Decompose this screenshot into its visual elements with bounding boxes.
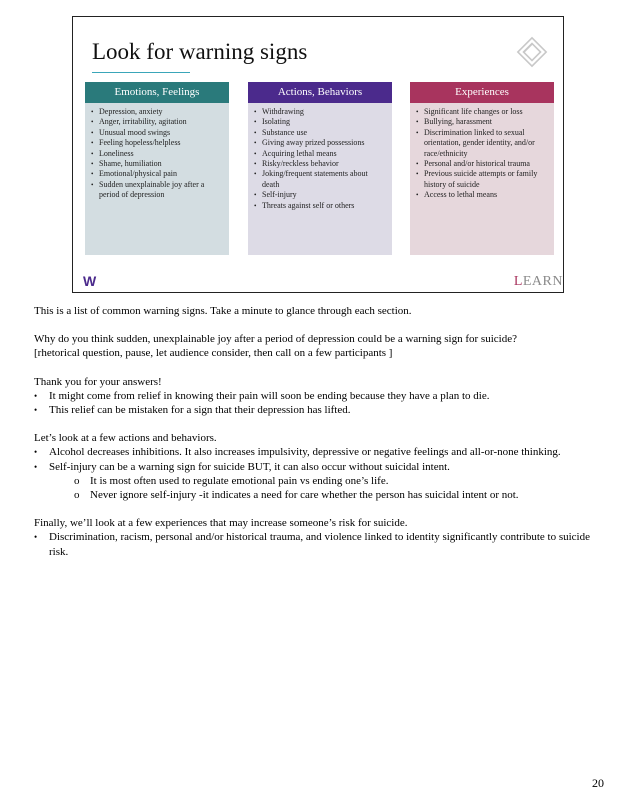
list-item: • Depression, anxiety [91, 107, 223, 117]
column-body [248, 103, 392, 255]
title-underline [92, 72, 190, 73]
learn-logo-initial: L [513, 274, 523, 289]
list-item: • Giving away prized possessions [254, 138, 386, 148]
list-item: • Anger, irritability, agitation [91, 117, 223, 127]
uw-logo: W [83, 273, 97, 289]
list-item: • Isolating [254, 117, 386, 127]
list-item: • Risky/reckless behavior [254, 159, 386, 169]
column-body [410, 103, 554, 255]
notes-paragraph: This is a list of common warning signs. Take a minute to glance through each section. [34, 305, 412, 317]
list-item: • Discrimination linked to sexual orientation, gender identity, and/or race/ethnicity [416, 128, 548, 159]
list-item: • Previous suicide attempts or family history of suicide [416, 169, 548, 190]
list-item: • Emotional/physical pain [91, 169, 223, 179]
learn-logo [514, 274, 563, 290]
column-heading: Experiences [410, 82, 554, 103]
list-item: • Joking/frequent statements about death [254, 169, 386, 190]
list-item: • Significant life changes or loss [416, 107, 548, 117]
list-item: • Sudden unexplainable joy after a period of depression [91, 180, 223, 201]
list-item: • Acquiring lethal means [254, 149, 386, 159]
notes-paragraph: Let’s look at a few actions and behaviors. [34, 432, 217, 445]
slide-title: Look for warning signs [92, 39, 308, 64]
notes-paragraph: Finally, we’ll look at a few experiences that may increase someone’s risk for suicide. [34, 517, 408, 530]
notes-paragraph: Why do you think sudden, unexplainable joy after a period of depression could be a warning sign for suicide? [34, 333, 517, 346]
list-item: • Withdrawing [254, 107, 386, 117]
notes-bullet: • Discrimination, racism, personal and/or historical trauma, and violence linked to identity significantly contribute to suicide risk. [34, 530, 604, 558]
learn-logo-rest: EARN [522, 274, 563, 289]
slide-thumbnail [72, 16, 564, 293]
column-heading: Actions, Behaviors [248, 82, 392, 103]
list-item: • Loneliness [91, 149, 223, 159]
diamond-logo-icon [515, 35, 549, 69]
column-emotions [85, 82, 229, 255]
list-item: • Unusual mood swings [91, 128, 223, 138]
notes-sub-bullet: o It is most often used to regulate emotional pain vs ending one’s life. [34, 474, 604, 488]
column-actions [248, 82, 392, 255]
notes-paragraph: Thank you for your answers! [34, 375, 162, 388]
column-heading: Emotions, Feelings [85, 82, 229, 103]
list-item: • Feeling hopeless/helpless [91, 138, 223, 148]
notes-paragraph: [rhetorical question, pause, let audience consider, then call on a few participants ] [34, 347, 393, 360]
notes-bullet: • Alcohol decreases inhibitions. It also increases impulsivity, depressive or negative feelings and all-or-none thinking. [34, 445, 604, 459]
column-body [85, 103, 229, 255]
list-item: • Shame, humiliation [91, 159, 223, 169]
list-item: • Substance use [254, 128, 386, 138]
speaker-notes [34, 304, 604, 559]
notes-sub-bullet: o Never ignore self-injury -it indicates a need for care whether the person has suicidal intent or not. [34, 488, 604, 502]
list-item: • Self-injury [254, 190, 386, 200]
list-item: • Access to lethal means [416, 190, 548, 200]
column-experiences [410, 82, 554, 255]
list-item: • Personal and/or historical trauma [416, 159, 548, 169]
notes-bullet: • Self-injury can be a warning sign for suicide BUT, it can also occur without suicidal intent. [34, 460, 604, 474]
notes-bullet: • It might come from relief in knowing their pain will soon be ending because they have a plan to die. [34, 389, 604, 403]
notes-bullet: • This relief can be mistaken for a sign that their depression has lifted. [34, 403, 604, 417]
page-number: 20 [592, 776, 604, 790]
list-item: • Threats against self or others [254, 201, 386, 211]
list-item: • Bullying, harassment [416, 117, 548, 127]
